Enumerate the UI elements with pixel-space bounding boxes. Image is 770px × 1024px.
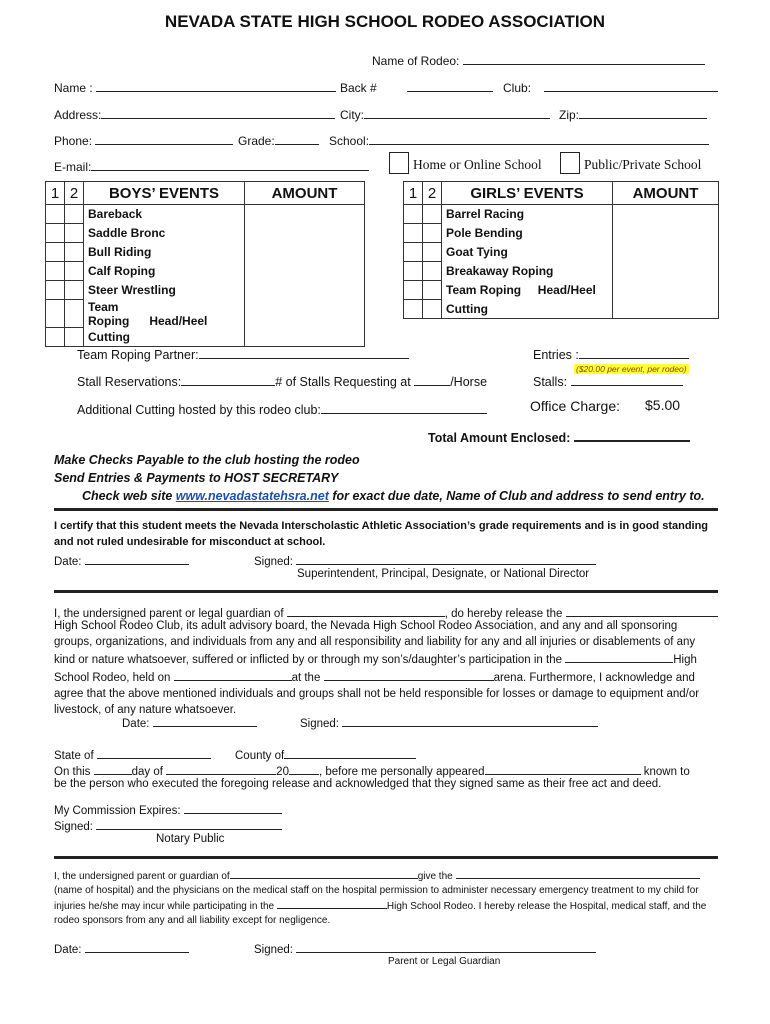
girls-check-1[interactable]: [404, 262, 423, 281]
team-partner-field[interactable]: [199, 346, 409, 359]
certify-date-label: Date:: [54, 556, 82, 568]
girls-check-2[interactable]: [423, 300, 442, 319]
name-row: [54, 79, 336, 95]
divider: [54, 508, 718, 511]
release-arena-field[interactable]: [324, 668, 494, 681]
girls-event: Barrel Racing: [442, 205, 613, 224]
girls-check-2[interactable]: [423, 262, 442, 281]
website-link[interactable]: www.nevadastatehsra.net: [175, 489, 329, 503]
boys-amount-heading: AMOUNT: [245, 182, 365, 205]
medical-signer-label: Parent or Legal Guardian: [388, 956, 501, 967]
medical-paragraph: [54, 868, 718, 928]
name-of-rodeo-field[interactable]: [463, 52, 705, 65]
day-of-label: day of: [131, 766, 163, 778]
girls-amount-cell[interactable]: [613, 224, 719, 243]
year-field[interactable]: [289, 762, 319, 775]
entries-note: ($20.00 per event, per rodeo): [576, 364, 687, 374]
release-text-2: , do hereby release the: [444, 608, 563, 620]
stalls-label: Stalls:: [533, 375, 568, 389]
before-me-label: , before me personally appeared: [318, 766, 485, 778]
website-note-prefix: Check web site: [82, 489, 176, 503]
girls-event: Pole Bending: [442, 224, 613, 243]
girls-event: Breakaway Roping: [442, 262, 613, 281]
release-text-1: I, the undersigned parent or legal guardian of: [54, 608, 284, 620]
notary-signature-field[interactable]: [96, 817, 282, 830]
boys-events-heading: BOYS’ EVENTS: [84, 182, 245, 205]
boys-event: Cutting: [84, 328, 245, 347]
boys-amount-cell[interactable]: [245, 243, 365, 262]
name-field[interactable]: [96, 79, 336, 92]
release-text-3: High School Rodeo Club, its adult advisory board, the Nevada High School Rodeo Association, and any and all sponsoring groups, organizations, and individuals from any and all responsibility and liability for any and all injuries or disablements of any kind or nature whatsoever, suffered or inflicted by or through my son’s/daughter’s participation in the: [54, 620, 696, 666]
boys-amount-cell[interactable]: [245, 205, 365, 224]
public-school-checkbox[interactable]: [560, 152, 580, 174]
entries-field[interactable]: [579, 346, 689, 359]
stall-res-field[interactable]: [181, 373, 275, 386]
release-child-field[interactable]: [287, 604, 445, 617]
club-label: Club:: [503, 81, 532, 95]
stall-res-label: Stall Reservations:: [77, 375, 182, 389]
girls-check-1[interactable]: [404, 300, 423, 319]
release-text-6: arena. Furthermore, I acknowledge and agree that the above mentioned individuals and groups shall not be held responsible for losses or damage to equipment and/or livestock, of any nature whatsoever.: [54, 672, 700, 716]
send-entries-note: Send Entries & Payments to HOST SECRETARY: [54, 471, 339, 485]
girls-event: Goat Tying: [442, 243, 613, 262]
name-label: Name :: [54, 81, 93, 95]
girls-events-table: [403, 181, 719, 319]
certify-signature-field[interactable]: [296, 552, 596, 565]
release-date-held-field[interactable]: [174, 668, 292, 681]
boys-check-1[interactable]: [46, 243, 65, 262]
boys-amount-cell[interactable]: [245, 224, 365, 243]
girls-amount-cell[interactable]: [613, 205, 719, 224]
release-date-field[interactable]: [153, 714, 257, 727]
notary-signed-label: Signed:: [54, 821, 94, 833]
stalls-field[interactable]: [571, 373, 683, 386]
website-note-suffix: for exact due date, Name of Club and address to send entry to.: [328, 489, 705, 503]
girls-col-1: 1: [404, 182, 423, 205]
divider: [54, 856, 718, 859]
medical-hospital-field[interactable]: [456, 868, 700, 879]
known-to-label: known to: [643, 766, 690, 778]
girls-amount-cell[interactable]: [613, 281, 719, 300]
girls-event-team-roping: [442, 281, 613, 300]
boys-event-team-roping: [84, 300, 245, 328]
release-paragraph: [54, 618, 718, 718]
on-this-label: On this: [54, 766, 91, 778]
boys-amount-cell[interactable]: [245, 262, 365, 281]
boys-event: Steer Wrestling: [84, 281, 245, 300]
city-label: City:: [340, 108, 364, 122]
girls-event: Cutting: [442, 300, 613, 319]
medical-signed-label: Signed:: [254, 944, 294, 956]
name-of-rodeo-label: Name of Rodeo:: [372, 54, 460, 68]
year-label: 20: [276, 766, 289, 778]
county-label: County of: [235, 750, 285, 762]
certify-signed-label: Signed:: [254, 556, 294, 568]
entries-label: Entries :: [533, 348, 579, 362]
club-field[interactable]: [544, 79, 718, 92]
per-horse-label: /Horse: [450, 375, 488, 389]
grade-label: Grade:: [238, 134, 275, 148]
medical-text-3: (name of hospital) and the physicians on the medical staff on the hospital permission to administer necessary emergency treatment to my child for injuries he/she may incur while participating in the: [54, 885, 699, 912]
phone-label: Phone:: [54, 134, 93, 148]
boys-check-2[interactable]: [65, 243, 84, 262]
certify-date-field[interactable]: [85, 552, 189, 565]
city-field[interactable]: [364, 106, 550, 119]
boys-team-roping-label: Team Roping: [88, 299, 130, 328]
school-label: School:: [329, 134, 370, 148]
grade-field[interactable]: [275, 132, 319, 145]
email-label: E-mail:: [54, 160, 92, 174]
girls-amount-cell[interactable]: [613, 243, 719, 262]
office-charge-label: Office Charge:: [530, 398, 621, 414]
notary-statement: be the person who executed the foregoing release and acknowledged that they signed same as their free act and deed.: [54, 778, 662, 790]
zip-field[interactable]: [579, 106, 707, 119]
boys-check-2[interactable]: [65, 262, 84, 281]
phone-field[interactable]: [95, 132, 233, 145]
cutting-hosted-field[interactable]: [321, 401, 487, 414]
commission-label: My Commission Expires:: [54, 805, 181, 817]
num-stalls-label: # of Stalls Requesting at: [275, 375, 411, 389]
boys-check-1[interactable]: [46, 205, 65, 224]
release-date-label: Date:: [122, 718, 150, 730]
medical-rodeo-field[interactable]: [277, 898, 387, 909]
boys-check-2[interactable]: [65, 328, 84, 347]
month-field[interactable]: [166, 762, 276, 775]
zip-label: Zip:: [559, 108, 580, 122]
commission-field[interactable]: [184, 801, 282, 814]
girls-check-1[interactable]: [404, 281, 423, 300]
girls-check-1[interactable]: [404, 243, 423, 262]
day-field[interactable]: [94, 762, 132, 775]
girls-amount-heading: AMOUNT: [613, 182, 719, 205]
medical-date-label: Date:: [54, 944, 82, 956]
checks-payable-note: Make Checks Payable to the club hosting the rodeo: [54, 453, 360, 467]
medical-date-field[interactable]: [85, 940, 189, 953]
appeared-name-field[interactable]: [485, 762, 641, 775]
medical-text-1: I, the undersigned parent or guardian of: [54, 871, 230, 882]
back-label: Back #: [340, 81, 377, 95]
boys-event: Bull Riding: [84, 243, 245, 262]
notary-public-label: Notary Public: [156, 833, 225, 845]
girls-events-heading: GIRLS’ EVENTS: [442, 182, 613, 205]
home-school-label: Home or Online School: [413, 157, 542, 172]
boys-head-heel-label[interactable]: Head/Heel: [149, 313, 208, 328]
release-rodeo-field[interactable]: [565, 650, 673, 663]
total-label: Total Amount Enclosed:: [428, 431, 571, 445]
state-field[interactable]: [97, 746, 211, 759]
county-field[interactable]: [284, 746, 416, 759]
boys-check-2[interactable]: [65, 281, 84, 300]
boys-amount-cell[interactable]: [245, 281, 365, 300]
release-signature-field[interactable]: [342, 714, 598, 727]
girls-team-roping-label: Team Roping: [446, 283, 522, 297]
home-school-checkbox[interactable]: [389, 152, 409, 174]
girls-amount-cell[interactable]: [613, 262, 719, 281]
boys-check-1[interactable]: [46, 328, 65, 347]
girls-check-2[interactable]: [423, 205, 442, 224]
team-partner-label: Team Roping Partner:: [77, 348, 199, 362]
boys-check-2[interactable]: [65, 224, 84, 243]
name-of-rodeo-row: [372, 52, 705, 68]
total-field[interactable]: [574, 428, 690, 442]
public-school-label: Public/Private School: [584, 157, 702, 172]
girls-col-2: 2: [423, 182, 442, 205]
school-field[interactable]: [369, 132, 709, 145]
medical-text-2: give the: [417, 871, 453, 882]
address-label: Address:: [54, 108, 102, 122]
girls-check-2[interactable]: [423, 243, 442, 262]
certify-signer-label: Superintendent, Principal, Designate, or National Director: [297, 568, 590, 580]
office-charge-value: $5.00: [645, 397, 681, 413]
state-label: State of: [54, 750, 94, 762]
address-field[interactable]: [101, 106, 335, 119]
boys-col-1: 1: [46, 182, 65, 205]
medical-text-4: High School Rodeo. I hereby release the Hospital, medical staff, and the rodeo sponsors from any and all liability except for negligence.: [54, 901, 707, 926]
cutting-hosted-label: Additional Cutting hosted by this rodeo club:: [77, 403, 321, 417]
stall-price-field[interactable]: [414, 373, 450, 386]
certify-text: I certify that this student meets the Nevada Interscholastic Athletic Association’s grade requirements and is in good standing and not ruled undesirable for misconduct at school.: [54, 520, 709, 548]
boys-check-1[interactable]: [46, 281, 65, 300]
boys-check-2[interactable]: [65, 205, 84, 224]
boys-check-2[interactable]: [65, 300, 84, 328]
boys-check-1[interactable]: [46, 262, 65, 281]
release-text-4: High School Rodeo, held on: [54, 654, 697, 684]
boys-event: Saddle Bronc: [84, 224, 245, 243]
back-number-field[interactable]: [407, 79, 493, 92]
boys-col-2: 2: [65, 182, 84, 205]
email-field[interactable]: [91, 158, 369, 171]
divider: [54, 590, 718, 593]
girls-check-2[interactable]: [423, 224, 442, 243]
medical-child-field[interactable]: [230, 868, 418, 879]
boys-amount-cell[interactable]: [245, 300, 365, 328]
boys-check-1[interactable]: [46, 300, 65, 328]
boys-event: Calf Roping: [84, 262, 245, 281]
boys-event: Bareback: [84, 205, 245, 224]
girls-head-heel-label[interactable]: Head/Heel: [537, 283, 596, 297]
medical-signature-field[interactable]: [296, 940, 596, 953]
boys-amount-cell[interactable]: [245, 328, 365, 347]
page-title: NEVADA STATE HIGH SCHOOL RODEO ASSOCIATION: [164, 12, 606, 31]
boys-events-table: [45, 181, 365, 347]
website-note: [82, 489, 705, 503]
girls-check-1[interactable]: [404, 224, 423, 243]
release-text-5: at the: [291, 672, 321, 684]
girls-amount-cell[interactable]: [613, 300, 719, 319]
girls-check-1[interactable]: [404, 205, 423, 224]
boys-check-1[interactable]: [46, 224, 65, 243]
release-signed-label: Signed:: [300, 718, 340, 730]
girls-check-2[interactable]: [423, 281, 442, 300]
release-club-field[interactable]: [566, 604, 718, 617]
